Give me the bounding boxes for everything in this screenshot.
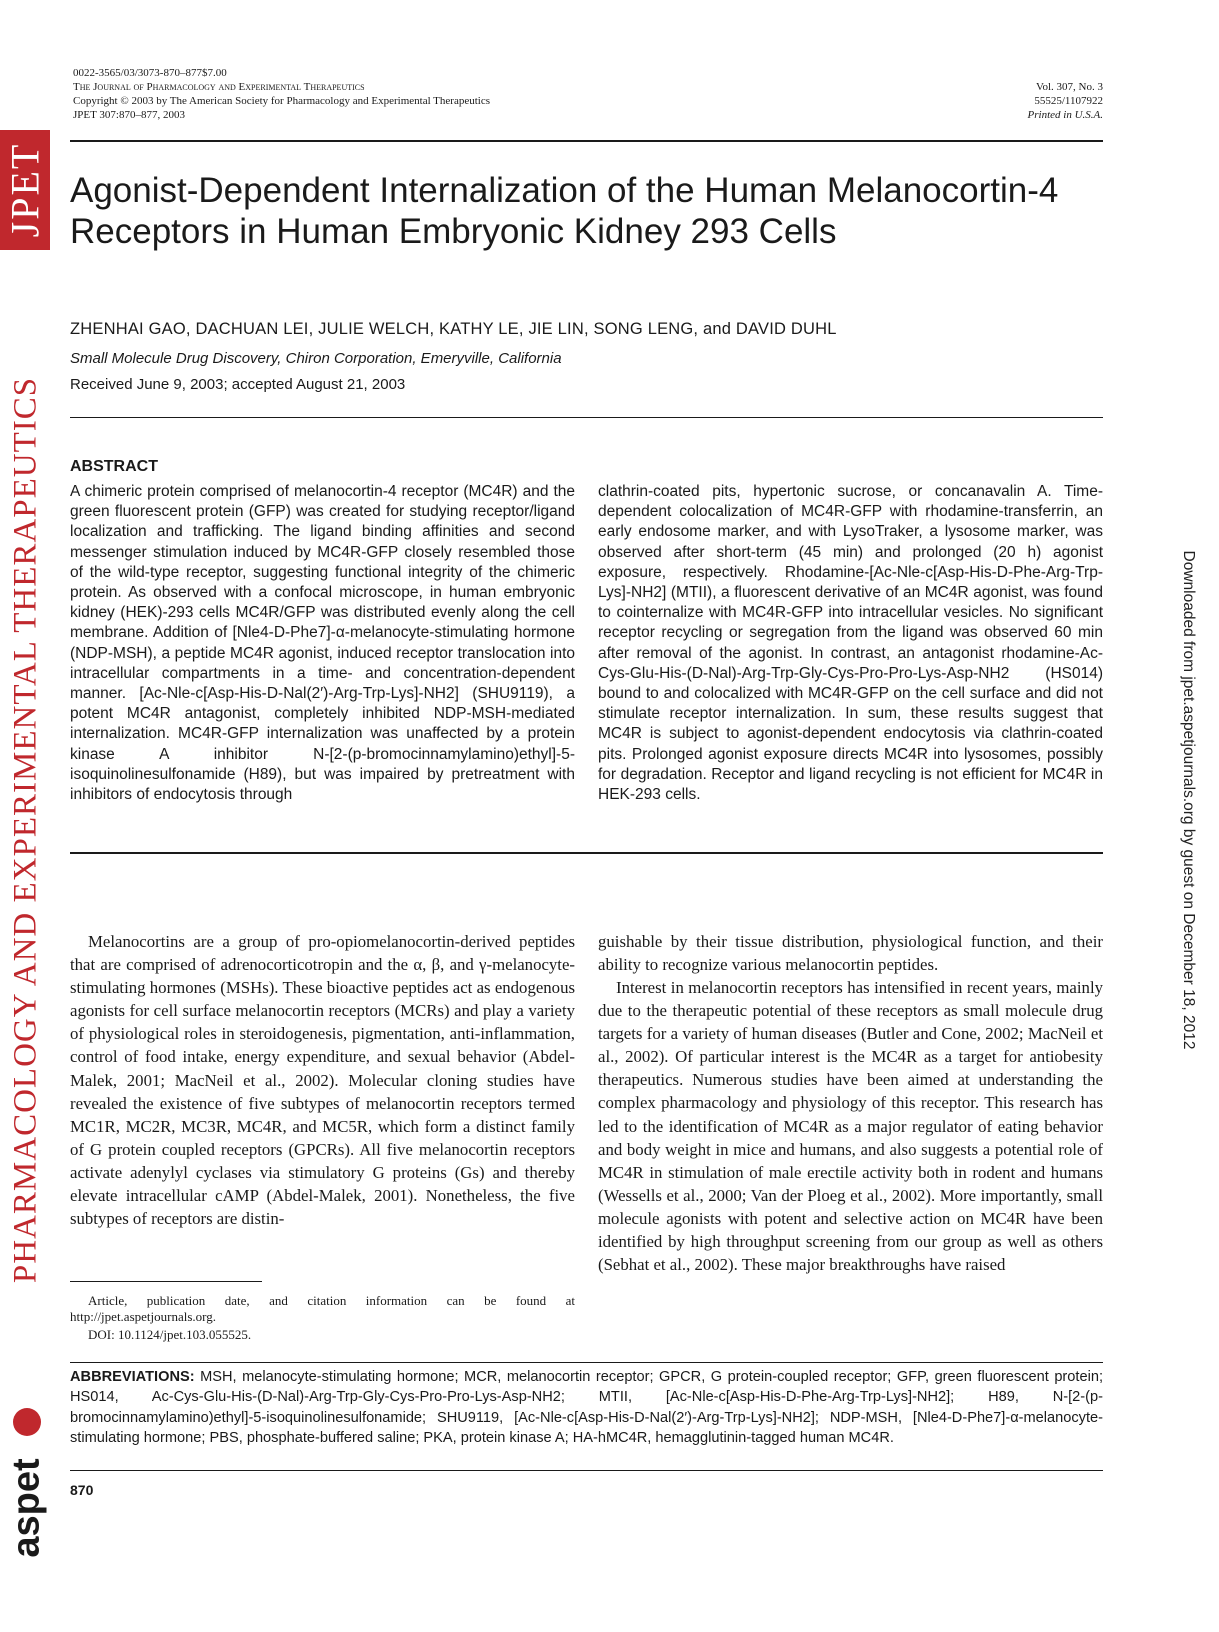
- header-left: [73, 66, 490, 122]
- journal-side-band: [0, 130, 52, 1558]
- title-block-rule: [70, 417, 1103, 418]
- page-number: 870: [70, 1482, 94, 1498]
- header-right: [1028, 80, 1103, 122]
- abbreviations-rule: [70, 1362, 1103, 1363]
- footnote: Article, publication date, and citation information can be found at http://jpet.aspetjournals.org.: [70, 1293, 575, 1324]
- journal-name-vertical: PHARMACOLOGY AND EXPERIMENTAL THERAPEUTICS: [7, 376, 44, 1284]
- jpet-label: JPET: [2, 142, 48, 238]
- abbreviations-label: ABBREVIATIONS:: [70, 1369, 195, 1385]
- abstract-left-column: A chimeric protein comprised of melanocortin-4 receptor (MC4R) and the green fluorescent protein (GFP) was created for studying receptor/ligand localization and trafficking. The ligand binding affinities and second messenger stimulation induced by MC4R-GFP closely resembled those of the wild-type receptor, suggesting functional integrity of the chimeric protein. As observed with a confocal microscope, in human embryonic kidney (HEK)-293 cells MC4R/GFP was distributed evenly along the cell membrane. Addition of [Nle4-D-Phe7]-α-melanocyte-stimulating hormone (NDP-MSH), a peptide MC4R agonist, induced receptor translocation into intracellular compartments in a time- and concentration-dependent manner. [Ac-Nle-c[Asp-His-D-Nal(2′)-Arg-Trp-Lys]-NH2] (SHU9119), a potent MC4R antagonist, completely inhibited NDP-MSH-mediated internalization. MC4R-GFP internalization was unaffected by a protein kinase A inhibitor N-[2-(p-bromocinnamylamino)ethyl]-5-isoquinolinesulfonamide (H89), but was impaired by pretreatment with inhibitors of endocytosis through: [70, 483, 575, 804]
- doi: DOI: 10.1124/jpet.103.055525.: [88, 1327, 252, 1342]
- body-paragraph-interest: Interest in melanocortin receptors has intensified in recent years, mainly due to the therapeutic potential of these receptors as small molecule drug targets for a variety of human diseases (Butler and Cone, 2002; MacNeil et al., 2002). Of particular interest is the MC4R as a target for antiobesity therapeutics. Numerous studies have been aimed at understanding the complex pharmacology and physiology of this receptor. This research has led to the identification of MC4R as a major regulator of eating behavior and body weight in mice and humans, and also suggests a potential role of MC4R in stimulation of male erectile activity both in rodent and humans (Wessells et al., 2000; Van der Ploeg et al., 2002). More importantly, small molecule agonists with potent and selective action on MC4R have been identified by high throughput screening from our group as well as others (Sebhat et al., 2002). These major breakthroughs have raised: [598, 978, 1103, 1275]
- abbreviations: [70, 1367, 1103, 1448]
- aspet-logo-mark-icon: [13, 1408, 41, 1436]
- header-price-code: 0022-3565/03/3073-870–877$7.00: [73, 67, 227, 79]
- header-article-id: 55525/1107922: [1034, 95, 1103, 107]
- body-paragraph-continuation: guishable by their tissue distribution, physiological function, and their ability to recognize various melanocortin peptides.: [598, 932, 1103, 975]
- body-paragraph-intro: Melanocortins are a group of pro-opiomelanocortin-derived peptides that are comprised of adrenocorticotropin and the α, β, and γ-melanocyte-stimulating hormones (MSHs). These bioactive peptides act as endogenous agonists for cell surface melanocortin receptors (MCRs) and play a variety of physiological roles in steroidogenesis, pigmentation, anti-inflammation, control of food intake, energy expenditure, and sexual behavior (Abdel-Malek, 2001; MacNeil et al., 2002). Molecular cloning studies have revealed the existence of five subtypes of melanocortin receptors termed MC1R, MC2R, MC3R, MC4R, and MC5R, which form a distinct family of G protein coupled receptors (GPCRs). All five melanocortin receptors activate adenylyl cyclases via stimulatory G proteins (Gs) and thereby elevate intracellular cAMP (Abdel-Malek, 2001). Nonetheless, the five subtypes of receptors are distin-: [70, 932, 575, 1229]
- header-copyright: Copyright © 2003 by The American Society for Pharmacology and Experimental Therapeutics: [73, 95, 490, 107]
- jpet-badge: [0, 130, 50, 250]
- bottom-rule: [70, 1470, 1103, 1471]
- download-note: Downloaded from jpet.aspetjournals.org by guest on December 18, 2012: [1180, 550, 1197, 1050]
- header-journal: The Journal of Pharmacology and Experimental Therapeutics: [73, 81, 365, 93]
- aspet-logo-text: aspet: [5, 1458, 48, 1558]
- aspet-logo: [3, 1390, 49, 1560]
- header-printed: Printed in U.S.A.: [1027, 109, 1103, 121]
- header-rule: [70, 140, 1103, 142]
- article-title: Agonist-Dependent Internalization of the Human Melanocortin-4 Receptors in Human Embryonic Kidney 293 Cells: [70, 171, 1059, 251]
- abstract-rule: [70, 852, 1103, 854]
- header-volume: Vol. 307, No. 3: [1035, 81, 1103, 93]
- authors: ZHENHAI GAO, DACHUAN LEI, JULIE WELCH, KATHY LE, JIE LIN, SONG LENG, and DAVID DUHL: [70, 320, 837, 338]
- abstract-heading: ABSTRACT: [70, 458, 158, 475]
- abstract-right-column: clathrin-coated pits, hypertonic sucrose, or concanavalin A. Time-dependent colocalization of MC4R-GFP with rhodamine-transferrin, an early endosome marker, and with LysoTraker, a lysosome marker, was observed after short-term (45 min) and prolonged (20 h) agonist exposure, respectively. Rhodamine-[Ac-Nle-c[Asp-His-D-Phe-Arg-Trp-Lys]-NH2] (MTII), a fluorescent derivative of an MC4R agonist, was found to cointernalize with MC4R-GFP into intracellular vesicles. No significant receptor recycling or segregation from the ligand was observed 60 min after removal of the agonist. In contrast, an antagonist rhodamine-Ac-Cys-Glu-His-(D-Nal)-Arg-Trp-Gly-Cys-Pro-Pro-Lys-Asp-NH2 (HS014) bound to and colocalized with MC4R-GFP on the cell surface and did not stimulate receptor internalization. In sum, these results suggest that MC4R is subject to agonist-dependent endocytosis via clathrin-coated pits. Prolonged agonist exposure directs MC4R into lysosomes, possibly for degradation. Receptor and ligand recycling is not efficient for MC4R in HEK-293 cells.: [598, 483, 1103, 804]
- footnote-rule: [70, 1281, 262, 1282]
- abbreviations-text: MSH, melanocyte-stimulating hormone; MCR, melanocortin receptor; GPCR, G protein-coupled receptor; GFP, green fluorescent protein; HS014, Ac-Cys-Glu-His-(D-Nal)-Arg-Trp-Gly-Cys-Pro-Pro-Lys-Asp-NH2; MTII, [Ac-Nle-c[Asp-His-D-Phe-Arg-Trp-Lys]-NH2]; H89, N-[2-(p-bromocinnamylamino)ethyl]-5-isoquinolinesulfonamide; SHU9119, [Ac-Nle-c[Asp-His-D-Nal(2′)-Arg-Trp-Lys]-NH2]; NDP-MSH, [Nle4-D-Phe7]-α-melanocyte-stimulating hormone; PBS, phosphate-buffered saline; PKA, protein kinase A; HA-hMC4R, hemagglutinin-tagged human MC4R.: [70, 1369, 1103, 1446]
- received-date: Received June 9, 2003; accepted August 21, 2003: [70, 376, 406, 393]
- header-citation: JPET 307:870–877, 2003: [73, 109, 185, 121]
- affiliation: Small Molecule Drug Discovery, Chiron Corporation, Emeryville, California: [70, 350, 562, 367]
